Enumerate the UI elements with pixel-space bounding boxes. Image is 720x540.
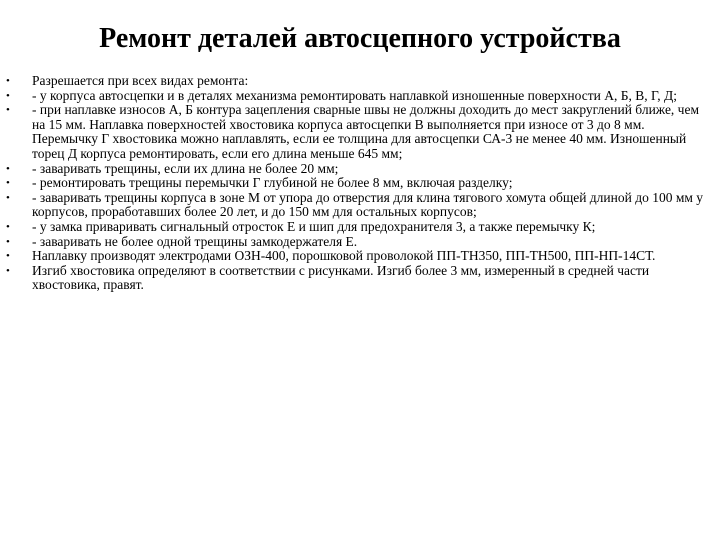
bullet-item: • - заваривать трещины, если их длина не более 20 мм;: [6, 162, 712, 177]
slide-title: Ремонт деталей автосцепного устройства: [99, 23, 621, 54]
bullet-item: • Изгиб хвостовика определяют в соответствии с рисунками. Изгиб более 3 мм, измеренный в средней части хвостовика, правят.: [6, 264, 712, 293]
bullet-item: • - при наплавке износов А, Б контура зацепления сварные швы не должны доходить до мест закруглений ближе, чем на 15 мм. Наплавка поверхностей хвостовика корпуса автосцепки В выполняется при износе от 3 до 8 мм. Перемычку Г хвостовика можно наплавлять, если ее толщина для автосцепки СА-3 не менее 40 мм. Изношенный торец Д корпуса ремонтировать, если его длина меньше 645 мм;: [6, 103, 712, 161]
bullet-item: • - у замка приваривать сигнальный отросток Е и шип для предохранителя 3, а также перемычку К;: [6, 220, 712, 235]
bullet-item: • - заваривать трещины корпуса в зоне М от упора до отверстия для клина тягового хомута общей длиной до 100 мм у корпусов, проработавших более 20 лет, и до 150 мм для остальных корпусов;: [6, 191, 712, 220]
bullet-item: • - ремонтировать трещины перемычки Г глубиной не более 8 мм, включая разделку;: [6, 176, 712, 191]
bullet-list: [6, 74, 712, 293]
bullet-item: • Разрешается при всех видах ремонта:: [6, 74, 712, 89]
bullet-item: • - заваривать не более одной трещины замкодержателя Е.: [6, 235, 712, 250]
bullet-item: • Наплавку производят электродами ОЗН-400, порошковой проволокой ПП-ТН350, ПП-ТН500, ПП-НП-14СТ.: [6, 249, 712, 264]
bullet-item: • - у корпуса автосцепки и в деталях механизма ремонтировать наплавкой изношенные поверхности А, Б, В, Г, Д;: [6, 89, 712, 104]
